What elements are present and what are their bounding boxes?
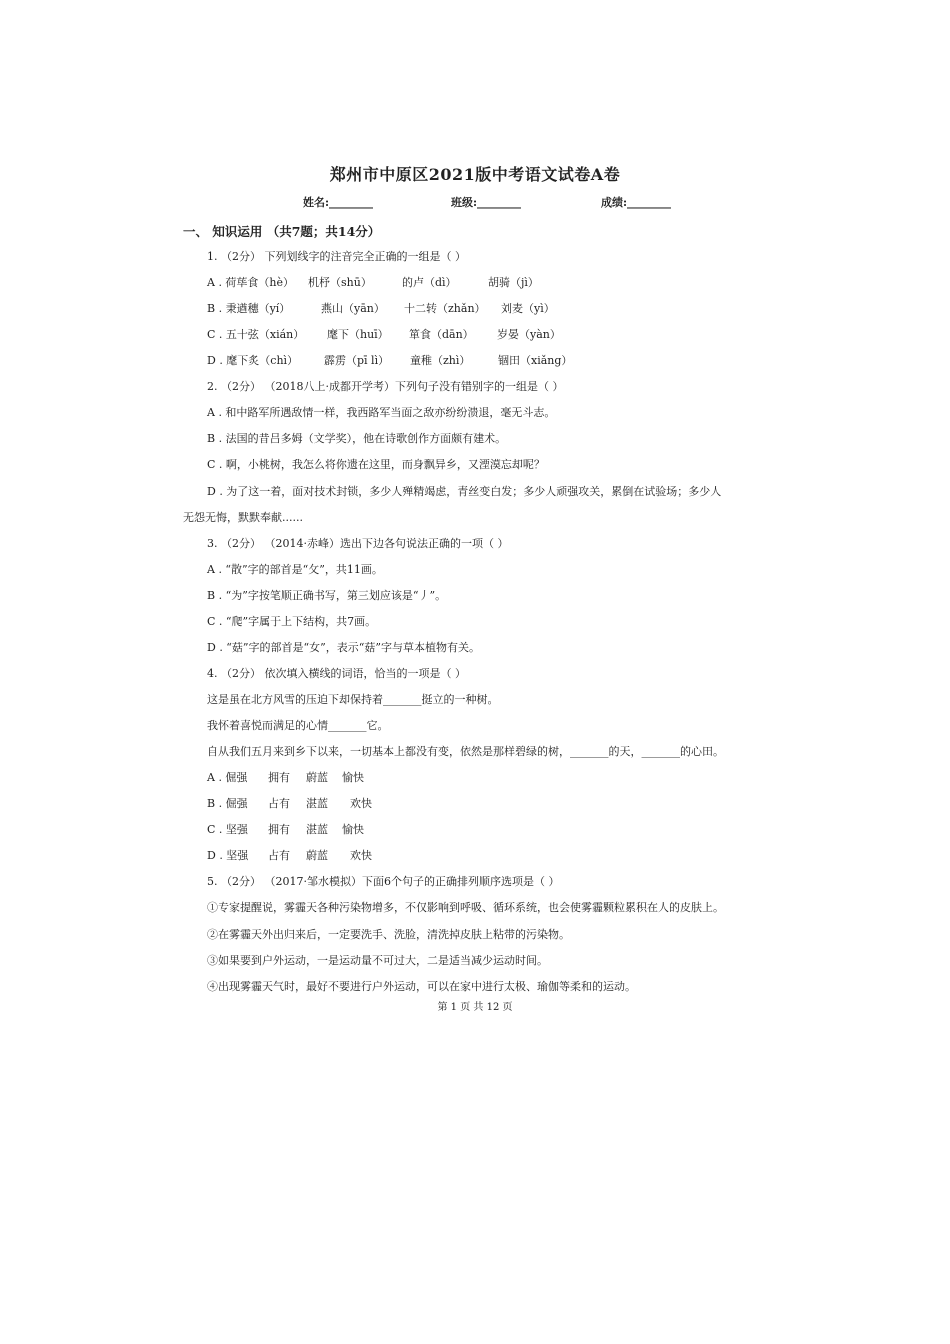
option-text: 占有	[268, 849, 290, 862]
option-text: 愉快	[342, 771, 364, 784]
option-text: B . 秉遒穗（yí）	[207, 302, 291, 315]
question-4-option-b	[207, 797, 372, 811]
option-text: A . 荷荜食（hè）	[207, 276, 295, 289]
question-3-option-a: A . “散”字的部首是“攵”，共11画。	[207, 563, 383, 576]
option-text: 愉快	[342, 823, 364, 836]
option-text: A . 倔强	[207, 771, 248, 784]
option-text: B . 倔强	[207, 797, 248, 810]
question-3-stem: 3. （2分） （2014·赤峰）选出下边各句说法正确的一项（ ）	[207, 537, 509, 550]
question-4-stem: 4. （2分） 依次填入横线的词语，恰当的一项是（ ）	[207, 667, 466, 680]
question-4-sentence-2: 我怀着喜悦而满足的心情_______它。	[207, 719, 389, 732]
option-text: 童稚（zhì）	[410, 354, 471, 367]
question-1-option-a	[207, 276, 539, 290]
option-text: 欢快	[350, 849, 372, 862]
option-text: 拥有	[268, 771, 290, 784]
option-text: 蔚蓝	[306, 849, 328, 862]
option-text: C . 五十弦（xián）	[207, 328, 305, 341]
name-field: 姓名:________	[303, 196, 374, 209]
question-5-sentence-4: ④出现雾霾天气时，最好不要进行户外运动，可以在家中进行太极、瑜伽等柔和的运动。	[207, 980, 636, 993]
option-text: 欢快	[350, 797, 372, 810]
question-1-option-b	[207, 302, 555, 316]
question-2-option-a: A . 和中路军所遇敌情一样，我西路军当面之敌亦纷纷溃退，毫无斗志。	[207, 406, 556, 419]
question-2-stem: 2. （2分） （2018八上·成都开学考）下列句子没有错别字的一组是（ ）	[207, 380, 564, 393]
option-text: 岁晏（yàn）	[497, 328, 561, 341]
question-5-sentence-3: ③如果要到户外运动，一是运动量不可过大，二是适当减少运动时间。	[207, 954, 548, 967]
question-1-option-d	[207, 354, 572, 368]
option-text: 占有	[268, 797, 290, 810]
option-text: D . 坚强	[207, 849, 249, 862]
option-text: 十二转（zhǎn）	[404, 302, 486, 315]
option-text: 拥有	[268, 823, 290, 836]
option-text: 机杼（shū）	[308, 276, 372, 289]
option-text: C . 坚强	[207, 823, 248, 836]
option-text: 胡骑（jì）	[488, 276, 539, 289]
question-5-sentence-1: ①专家提醒说，雾霾天各种污染物增多，不仅影响到呼吸、循环系统，也会使雾霾颗粒累积在人的皮肤上。	[207, 901, 724, 914]
option-text: 湛蓝	[306, 797, 328, 810]
question-3-option-b: B . “为”字按笔顺正确书写，第三划应该是“丿”。	[207, 589, 447, 602]
option-text: D . 麾下炙（chì）	[207, 354, 299, 367]
question-2-option-b: B . 法国的昔吕多姆（文学奖），他在诗歌创作方面颇有建术。	[207, 432, 507, 445]
question-1-stem: 1. （2分） 下列划线字的注音完全正确的一组是（ ）	[207, 250, 466, 263]
option-text: 霹雳（pī lì）	[324, 354, 390, 367]
option-text: 燕山（yān）	[321, 302, 385, 315]
section-heading: 一、 知识运用 （共7题；共14分）	[183, 224, 381, 239]
question-2-option-c: C . 啊，小桃树，我怎么将你遗在这里，而身飘异乡，又湮漠忘却呢？	[207, 458, 545, 471]
question-4-option-d	[207, 849, 372, 863]
option-text: 湛蓝	[306, 823, 328, 836]
question-4-sentence-1: 这是虽在北方风雪的压迫下却保持着_______挺立的一种树。	[207, 693, 499, 706]
question-5-sentence-2: ②在雾霾天外出归来后，一定要洗手、洗脸，清洗掉皮肤上粘带的污染物。	[207, 928, 570, 941]
question-2-option-d-continued: 无怨无悔，默默奉献......	[183, 511, 303, 524]
option-text: 刘麦（yì）	[501, 302, 555, 315]
question-3-option-c: C . “爬”字属于上下结构，共7画。	[207, 615, 377, 628]
question-2-option-d: D . 为了这一着，面对技术封锁，多少人殚精竭虑，青丝变白发；多少人顽强攻关，累倒在试验场；多少人	[207, 485, 722, 498]
question-3-option-d: D . “菇”字的部首是“女”，表示“菇”字与草本植物有关。	[207, 641, 481, 654]
question-1-option-c	[207, 328, 561, 342]
option-text: 的卢（dì）	[402, 276, 457, 289]
score-field: 成绩:________	[601, 196, 672, 209]
question-4-option-c	[207, 823, 364, 837]
class-field: 班级:________	[451, 196, 522, 209]
question-5-stem: 5. （2分） （2017·邹水模拟）下面6个句子的正确排列顺序选项是（ ）	[207, 875, 560, 888]
exam-title: 郑州市中原区2021版中考语文试卷A卷	[329, 165, 621, 184]
question-4-option-a	[207, 771, 364, 785]
option-text: 蔚蓝	[306, 771, 328, 784]
option-text: 锢田（xiǎng）	[498, 354, 573, 367]
option-text: 麾下（huī）	[327, 328, 389, 341]
page-footer: 第 1 页 共 12 页	[437, 1002, 513, 1013]
option-text: 箪食（dān）	[409, 328, 474, 341]
question-4-sentence-3: 自从我们五月来到乡下以来，一切基本上都没有变，依然是那样碧绿的树，_______的天，_______的心田。	[207, 745, 724, 758]
